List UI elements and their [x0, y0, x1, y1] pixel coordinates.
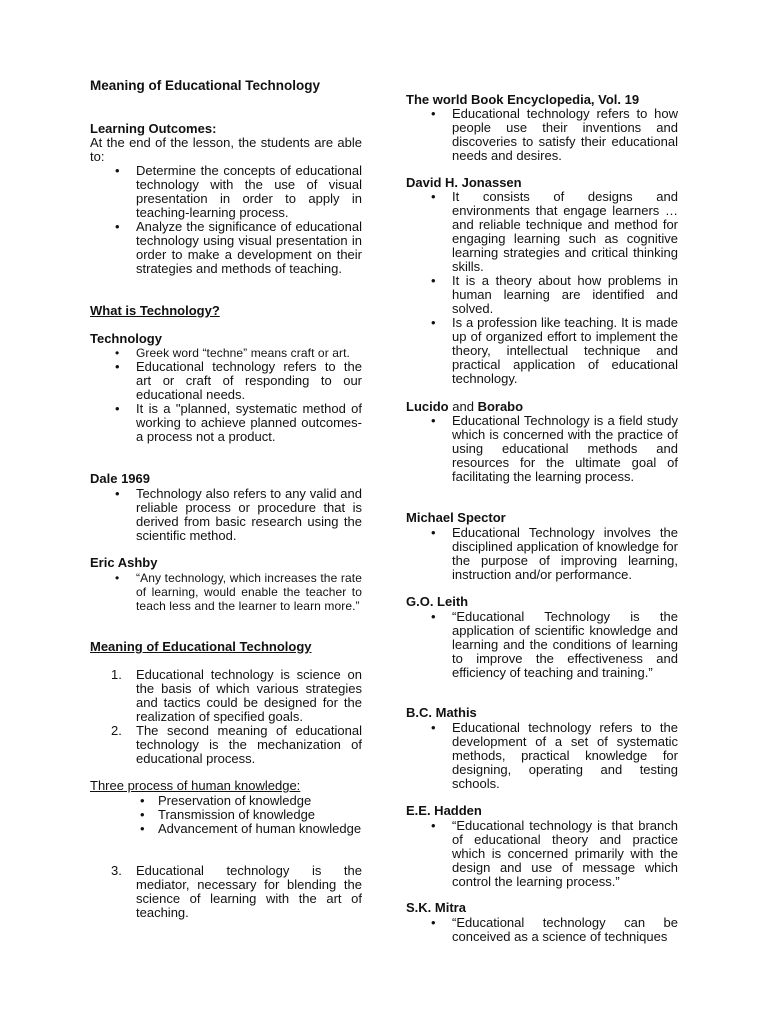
- leith-heading: G.O. Leith: [406, 594, 469, 609]
- learning-outcomes-intro: At the end of the lesson, the students are able to:: [90, 135, 362, 164]
- list-item: • It is a theory about how problems in human learning are identified and solved.: [431, 273, 678, 316]
- list-item: • It is a "planned, systematic method of working to achieve planned outcomes-a process not a product.: [115, 401, 362, 444]
- list-item: • Greek word “techne” means craft or art.: [115, 346, 350, 360]
- learning-outcomes-list: [90, 164, 362, 276]
- list-item: • Transmission of knowledge: [140, 807, 316, 822]
- list-item: 1. Educational technology is science on the basis of which various strategies and tactics could be designed for the realization of specified goals.: [111, 667, 362, 724]
- list-item: • Technology also refers to any valid and reliable process or procedure that is derived from basic research using the scientific method.: [115, 486, 362, 543]
- list-item: 3. Educational technology is the mediator, necessary for blending the science of learning with the art of teaching.: [111, 863, 362, 920]
- list-item: • Educational Technology involves the disciplined application of knowledge for the purpose of improving learning, instruction and/or performance.: [431, 525, 678, 582]
- lucido-borabo-heading: Lucido and Borabo: [406, 399, 524, 414]
- dale-heading: Dale 1969: [90, 471, 150, 486]
- list-item: • “Any technology, which increases the rate of learning, would enable the teacher to teach less and the learner to learn more.”: [115, 571, 362, 613]
- mitra-heading: S.K. Mitra: [406, 900, 466, 915]
- learning-outcomes-heading: Learning Outcomes:: [90, 121, 217, 136]
- ashby-heading: Eric Ashby: [90, 555, 158, 570]
- mathis-list: [406, 721, 678, 791]
- list-item: • Preservation of knowledge: [140, 793, 312, 808]
- list-item: • Educational technology refers to how people use their inventions and discoveries to satisfy their educational needs and desires.: [431, 106, 678, 163]
- list-item: • “Educational Technology is the application of scientific knowledge and learning and the conditions of learning to improve the effectiveness and efficiency of teaching and training.”: [431, 609, 678, 680]
- list-item: • Educational Technology is a field study which is concerned with the practice of using educational methods and resources for the ultimate goal of facilitating the learning process.: [431, 413, 678, 484]
- technology-heading: Technology: [90, 331, 162, 346]
- world-book-list: [406, 107, 678, 163]
- three-process-heading: Three process of human knowledge:: [90, 778, 301, 793]
- mathis-heading: B.C. Mathis: [406, 705, 477, 720]
- hadden-heading: E.E. Hadden: [406, 803, 482, 818]
- list-item: • “Educational technology can be conceived as a science of techniques: [431, 915, 678, 944]
- dale-list: [90, 487, 362, 543]
- hadden-list: [406, 819, 678, 889]
- meaning-list: [90, 668, 362, 766]
- list-item: 2. The second meaning of educational technology is the mechanization of educational process.: [111, 723, 362, 766]
- mitra-list: [406, 916, 678, 944]
- list-item: • Educational technology refers to the development of a set of systematic methods, practical knowledge for designing, operating and testing schools.: [431, 720, 678, 791]
- meaning-heading: Meaning of Educational Technology: [90, 639, 312, 654]
- list-item: • Determine the concepts of educational technology with the use of visual presentation in order to apply in teaching-learning process.: [115, 163, 362, 220]
- list-item: • “Educational technology is that branch of educational theory and practice which is concerned primarily with the design and use of message which control the learning process.”: [431, 818, 678, 889]
- list-item: • Is a profession like teaching. It is made up of organized effort to implement the theory, intellectual technique and practical application of educational technology.: [431, 315, 678, 386]
- world-book-heading: The world Book Encyclopedia, Vol. 19: [406, 92, 640, 107]
- technology-list: [90, 346, 362, 444]
- list-item: • It consists of designs and environments that engage learners … and reliable technique and method for engaging learning such as cognitive learning strategies and critical thinking skills.: [431, 189, 678, 274]
- jonassen-heading: David H. Jonassen: [406, 175, 522, 190]
- list-item: • Analyze the significance of educational technology using visual presentation in order to make a development on their strategies and methods of teaching.: [115, 219, 362, 276]
- list-item: • Advancement of human knowledge: [140, 821, 362, 836]
- meaning-list-continued: [90, 864, 362, 920]
- what-is-technology-heading: What is Technology?: [90, 303, 220, 318]
- spector-heading: Michael Spector: [406, 510, 506, 525]
- lucido-borabo-list: [406, 414, 678, 484]
- three-process-list: [90, 794, 362, 836]
- jonassen-list: [406, 190, 678, 386]
- leith-list: [406, 610, 678, 680]
- spector-list: [406, 526, 678, 582]
- page-title: Meaning of Educational Technology: [90, 78, 321, 93]
- ashby-list: [90, 571, 362, 613]
- list-item: • Educational technology refers to the art or craft of responding to our educational needs.: [115, 359, 362, 402]
